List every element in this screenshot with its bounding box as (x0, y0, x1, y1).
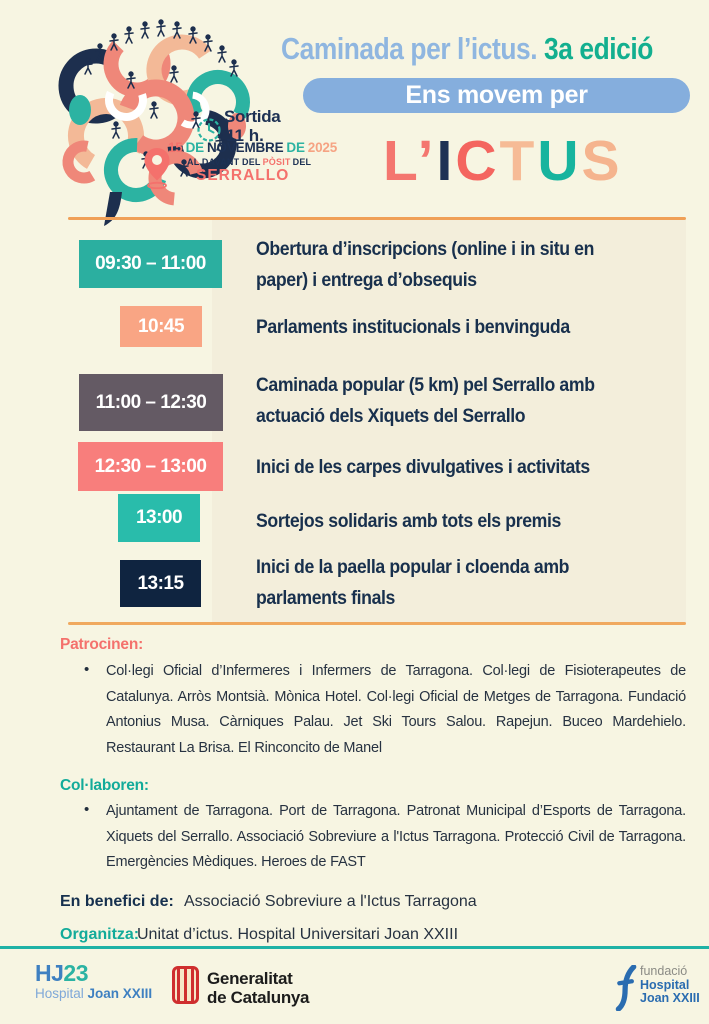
time-badge: 13:00 (118, 494, 200, 542)
map-pin-icon (141, 147, 173, 189)
hj23-num: 23 (63, 960, 88, 986)
time-badge: 12:30 – 13:00 (78, 442, 223, 491)
schedule-item: Parlaments institucionals i benvinguda (256, 317, 570, 338)
schedule-item: Inici de la paella popular i cloenda amb parlaments finals (256, 557, 570, 609)
sponsors-list: Col·legi Oficial d’Infermeres i Infermers de Tarragona. Col·legi de Fisioterapeutes de Catalunya. Arròs Montsià. Mònica Hotel. Col·legi Oficial de Metges de Tarragona. Fundació Antonius Musa. Càrniques Palau. Jet Ski Tours Salou. Rapejun. Buceo Mardehielo. Restaurant La Brisa. El Rinconcito de Manel (106, 663, 686, 756)
time-badge: 10:45 (120, 306, 202, 347)
hj23-joan: Joan XXIII (87, 986, 153, 1002)
page-title: Caminada per l’ictus. 3a edició (281, 31, 653, 66)
subtitle-banner-text: Ens movem per (405, 81, 588, 109)
schedule-item: Caminada popular (5 km) pel Serrallo amb actuació dels Xiquets del Serrallo (256, 375, 595, 427)
collaborators-heading: Col·laboren: (60, 777, 149, 794)
time-badge: 09:30 – 11:00 (79, 240, 222, 288)
schedule-item: Sortejos solidaris amb tots els premis (256, 511, 562, 532)
generalitat-senyera-icon (172, 966, 199, 1004)
beneficiary-value: Associació Sobreviure a l'Ictus Tarragona (184, 893, 477, 910)
organizer-label: Organitza: (60, 926, 140, 943)
schedule-item: Inici de les carpes divulgatives i activitats (256, 457, 590, 478)
sponsors-heading: Patrocinen: (60, 636, 144, 653)
location-name: SERRALLO (196, 167, 290, 184)
departure-time: 11 h. (226, 126, 264, 145)
event-date: 15 DE NOVEMBRE DE 2025 (168, 140, 337, 155)
ictus-wordmark: L’ICTUS (383, 129, 623, 193)
fundacio-f-icon (615, 965, 639, 1011)
bullet-point: • (84, 661, 90, 678)
event-location-line: AL DAVANT DEL PÒSIT DEL (187, 157, 312, 167)
time-badge: 13:15 (120, 560, 201, 607)
hj23-hj: HJ (35, 960, 64, 986)
fundacio-logo: fundació Hospital Joan XXIII (615, 961, 709, 1016)
schedule-item: Obertura d’inscripcions (online i in situ en paper) i entrega d’obsequis (256, 239, 595, 291)
subtitle-banner (303, 78, 690, 113)
time-badge: 11:00 – 12:30 (79, 374, 223, 431)
beneficiary-label: En benefici de: (60, 893, 174, 910)
bullet-point: • (84, 801, 90, 818)
departure-label: Sortida (224, 107, 281, 126)
footer-divider (0, 946, 709, 949)
hj23-logo (35, 961, 152, 1002)
collaborators-list: Ajuntament de Tarragona. Port de Tarragona. Patronat Municipal d’Esports de Tarragona. Xiquets del Serrallo. Associació Sobreviure a l'Ictus Tarragona. Protecció Civil de Tarragona. Emergències Mèdiques. Heroes de FAST (106, 803, 686, 870)
hj23-hospital: Hospital (35, 986, 84, 1002)
organizer-value: Unitat d’ictus. Hospital Universitari Joan XXIII (137, 926, 459, 943)
divider-bottom (68, 622, 686, 625)
generalitat-logo: Generalitat de Catalunya (207, 969, 310, 1007)
